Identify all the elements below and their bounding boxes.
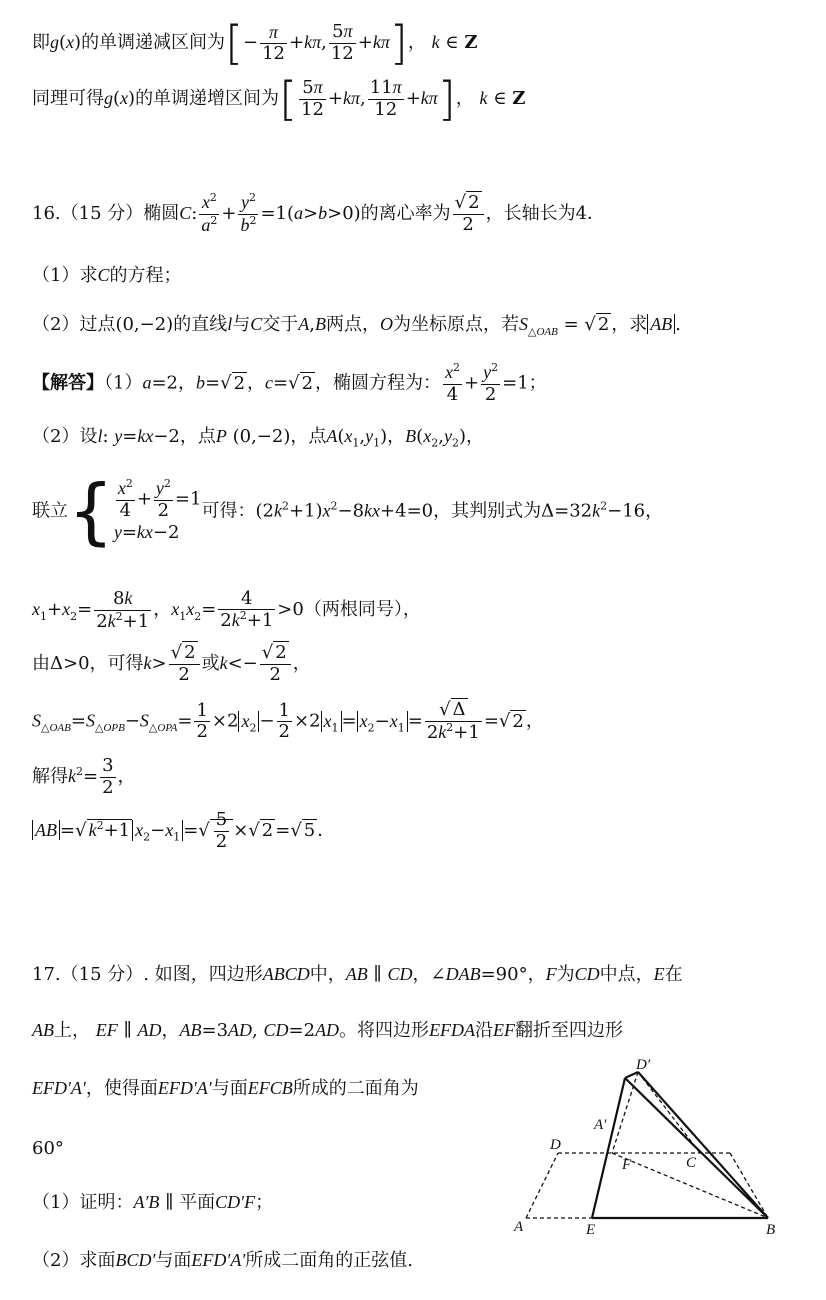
q16-solution-1: 【解答】（1）a=2，b=√ 2 ，c=√ 2 ，椭圆方程为： $\frac{x^2}{4}$ + $\frac{y^2}{2}$ =1； [32,361,547,405]
q16-header: 16.（15 分）椭圆C: $\frac{x^2}{a^2}$ + $\frac{y^2}{b^2}$ =1(a>b>0)的离心率为 $\frac{√ 2}{2}$ ，长轴长为4． [32,191,606,235]
q17-line2: AB上， EF ∥ AD，AB=3AD, CD=2AD。将四边形EFDA沿EF翻折至四边形 [32,1020,624,1041]
label-a: A [514,1219,524,1235]
decreasing-interval-line: 即g(x)的单调递减区间为[− $\frac{\pi}{12}$ +kπ, $\frac{5\pi}{12}$ +kπ]， k ∈ Z [32,16,478,70]
label-d: D [550,1137,561,1153]
label-d-prime: D′ [636,1057,651,1073]
increasing-interval-line: 同理可得g(x)的单调递增区间为[ $\frac{5\pi}{12}$ +kπ, $\frac{11\pi}{12}$ +kπ]， k ∈ Z [32,72,526,126]
q16-part1: （1）求C的方程； [32,265,182,286]
label-a-prime: A′ [594,1117,607,1133]
label-b: B [766,1222,776,1238]
q16-area: $S_{\triangle OAB}=S_{\triangle OPB}-S_{\triangle OPA}=$ $\frac{1}{2}$ ×2 $x_2$ − $\frac{1}{2}$ ×2 $x_1 = x_2-x_1$ = $\frac{√ \Delta}{2k^2+1}$ =√ 2 ， [32,699,544,743]
q17-line3: EFD′A′，使得面EFD′A′与面EFCB所成的二面角为 [32,1078,419,1099]
q16-vieta: $x_1+x_2=$ $\frac{8k}{2k^2+1}$ ，$x_1x_2=$ $\frac{4}{2k^2+1}$ >0（两根同号）， [32,587,421,632]
label-f: F [622,1157,632,1173]
folded-quadrilateral-figure [500,1055,800,1240]
q17-angle: 60° [32,1138,64,1159]
q17-line1: 17.（15 分）. 如图，四边形ABCD中，AB ∥ CD，∠DAB=90°，F为CD中点，E在 [32,964,683,985]
q17-part1: （1）证明：A′B ∥ 平面CD′F； [32,1192,274,1213]
q16-k-range: 由Δ>0，可得k> $\frac{√ 2}{2}$ 或k<− $\frac{√ 2}{2}$ ， [32,642,311,685]
q16-k-squared: 解得$k^2=$ $\frac{3}{2}$ ， [32,755,136,798]
q16-system: 联立{ $\frac{x^2}{4}$ + $\frac{y^2}{2}$ =1 y=kx−2 可得：$(2k^2+1)x^2-8kx+4=0$，其判别式为$\Delta=32k^2-16$， [32,468,664,553]
label-e: E [586,1222,596,1238]
label-c: C [686,1155,697,1171]
q16-ab-length: AB =√ $k^2+1$ $x_2-x_1$ =√ $\frac{5}{2}$ ×√ 2 =√ 5 ． [32,810,335,852]
q16-part2: （2）过点(0,−2)的直线l与C交于A,B两点，O为坐标原点，若$S_{\triangle OAB}$ = √ 2 ，求 AB . [32,314,682,338]
q17-part2: （2）求面BCD′与面EFD′A′所成二面角的正弦值. [32,1250,413,1271]
q16-solution-2: （2）设l: y=kx−2，点P (0,−2)，点$A(x_1,y_1)$，$B(x_2,y_2)$， [32,426,484,450]
